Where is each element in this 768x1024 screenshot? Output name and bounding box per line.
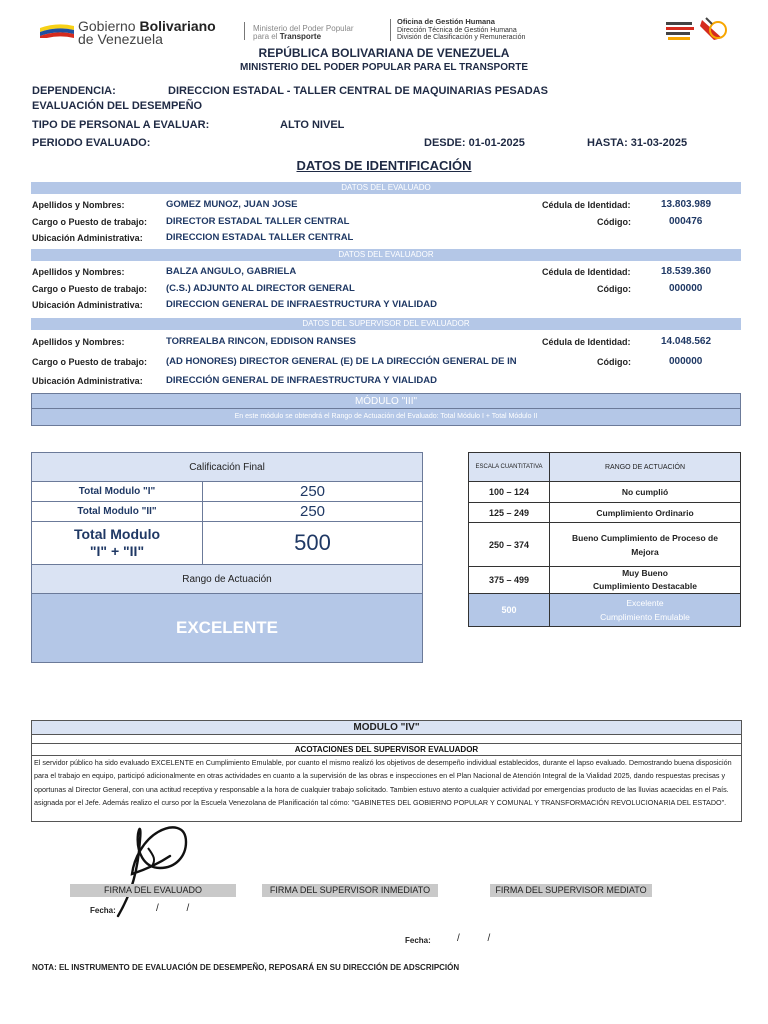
- evaluador-ubicacion: DIRECCION GENERAL DE INFRAESTRUCTURA Y VIALIDAD: [166, 299, 437, 310]
- escala-range: 375 – 499: [469, 567, 550, 594]
- apellidos-label: Apellidos y Nombres:: [32, 267, 125, 277]
- modulo-4-title: MODULO "IV": [32, 721, 741, 735]
- total-label: [32, 522, 203, 565]
- escala-label: No cumplió: [550, 482, 741, 503]
- supervisor-codigo: 000000: [669, 356, 703, 367]
- escala-label-line2: Mejora: [631, 546, 659, 557]
- escala-range: 250 – 374: [469, 523, 550, 567]
- tipo-label: TIPO DE PERSONAL A EVALUAR:: [32, 119, 210, 131]
- gobierno-logo-text: Gobierno Bolivariano de Venezuela: [78, 18, 216, 47]
- modulo-4-box: [31, 720, 742, 822]
- fecha-label: Fecha:: [90, 906, 116, 915]
- rango-value: EXCELENTE: [32, 594, 423, 663]
- acotaciones-title: ACOTACIONES DEL SUPERVISOR EVALUADOR: [32, 744, 741, 756]
- cedula-label: Cédula de Identidad:: [542, 200, 631, 210]
- band-supervisor: DATOS DEL SUPERVISOR DEL EVALUADOR: [31, 318, 741, 330]
- venezuela-flag-icon: [40, 24, 74, 38]
- evaluador-codigo: 000000: [669, 283, 703, 294]
- modulo-2-label: Total Modulo "II": [32, 502, 203, 522]
- supervisor-ubicacion: DIRECCIÓN GENERAL DE INFRAESTRUCTURA Y VIALIDAD: [166, 375, 437, 386]
- escala-label-line1: Bueno Cumplimiento de Proceso de: [572, 532, 718, 543]
- header-divider: [244, 22, 245, 40]
- dependencia-value: DIRECCION ESTADAL - TALLER CENTRAL DE MAQUINARIAS PESADAS: [168, 85, 548, 97]
- escala-label-line1: Excelente: [626, 598, 664, 608]
- section-title: DATOS DE IDENTIFICACIÓN: [296, 158, 472, 173]
- apellidos-label: Apellidos y Nombres:: [32, 337, 125, 347]
- modulo-1-value: 250: [203, 482, 423, 502]
- evaluado-cedula: 13.803.989: [661, 199, 712, 210]
- codigo-label: Código:: [597, 284, 631, 294]
- modulo-2-value: 250: [203, 502, 423, 522]
- evaluacion-label: EVALUACIÓN DEL DESEMPEÑO: [32, 100, 203, 112]
- cedula-label: Cédula de Identidad:: [542, 267, 631, 277]
- dependencia-label: DEPENDENCIA:: [32, 85, 116, 97]
- escala-range: 100 – 124: [469, 482, 550, 503]
- band-evaluado: DATOS DEL EVALUADO: [31, 182, 741, 194]
- apellidos-label: Apellidos y Nombres:: [32, 200, 125, 210]
- cargo-label: Cargo o Puesto de trabajo:: [32, 357, 148, 367]
- cargo-label: Cargo o Puesto de trabajo:: [32, 284, 148, 294]
- periodo-label: PERIODO EVALUADO:: [32, 137, 151, 149]
- supervisor-nombre: TORREALBA RINCON, EDDISON RANSES: [166, 336, 357, 347]
- cedula-label: Cédula de Identidad:: [542, 337, 631, 347]
- evaluado-cargo: DIRECTOR ESTADAL TALLER CENTRAL: [166, 216, 350, 227]
- escala-label-selected: [550, 594, 741, 627]
- nota-text: NOTA: EL INSTRUMENTO DE EVALUACIÓN DE DESEMPEÑO, REPOSARÁ EN SU DIRECCIÓN DE ADSCRIPCIÓN: [32, 963, 460, 972]
- evaluado-ubicacion: DIRECCION ESTADAL TALLER CENTRAL: [166, 232, 354, 243]
- modulo-3-title: MÓDULO "III": [32, 394, 740, 409]
- cargo-label: Cargo o Puesto de trabajo:: [32, 217, 148, 227]
- ubicacion-label: Ubicación Administrativa:: [32, 233, 143, 243]
- escala-label: Cumplimiento Ordinario: [550, 503, 741, 523]
- ministry-title: MINISTERIO DEL PODER POPULAR PARA EL TRANSPORTE: [240, 62, 528, 73]
- firma-supervisor-mediato: FIRMA DEL SUPERVISOR MEDIATO: [490, 884, 652, 897]
- escala-label-line2: Cumplimiento Emulable: [600, 612, 690, 622]
- band-evaluador: DATOS DEL EVALUADOR: [31, 249, 741, 261]
- escala-header: ESCALA CUANTITATIVA: [469, 453, 550, 482]
- evaluador-nombre: BALZA ANGULO, GABRIELA: [166, 266, 297, 277]
- escala-range: 125 – 249: [469, 503, 550, 523]
- fecha-label: Fecha:: [405, 936, 431, 945]
- evaluado-codigo: 000476: [669, 216, 703, 227]
- supervisor-cedula: 14.048.562: [661, 336, 712, 347]
- calificacion-table: [31, 452, 423, 663]
- firma-evaluado: FIRMA DEL EVALUADO: [70, 884, 236, 897]
- republic-title: REPÚBLICA BOLIVARIANA DE VENEZUELA: [258, 46, 510, 60]
- supervisor-cargo: (AD HONORES) DIRECTOR GENERAL (E) DE LA DIRECCIÓN GENERAL DE IN: [166, 356, 517, 367]
- evaluador-cedula: 18.539.360: [661, 266, 712, 277]
- escala-label-line1: Muy Bueno: [622, 568, 668, 578]
- escala-table: [468, 452, 741, 627]
- hasta-value: HASTA: 31-03-2025: [587, 137, 688, 149]
- ubicacion-label: Ubicación Administrativa:: [32, 300, 143, 310]
- total-value: 500: [203, 522, 423, 565]
- escala-range-selected: 500: [469, 594, 550, 627]
- total-label-line2: "I" + "II": [89, 543, 145, 559]
- evaluado-nombre: GOMEZ MUNOZ, JUAN JOSE: [166, 199, 298, 210]
- escala-label-line2: Cumplimiento Destacable: [593, 581, 697, 591]
- rango-header: RANGO DE ACTUACIÓN: [550, 453, 741, 482]
- modulo-3-desc: En este módulo se obtendrá el Rango de Actuación del Evaluado: Total Módulo I + Total Módulo II: [234, 413, 538, 420]
- modulo-4-spacer: [32, 735, 741, 744]
- fecha-slashes: / /: [457, 933, 491, 944]
- ubicacion-label: Ubicación Administrativa:: [32, 376, 143, 386]
- modulo-3-header: [31, 393, 741, 426]
- tipo-value: ALTO NIVEL: [280, 119, 345, 131]
- institutional-logo-icon: [662, 16, 734, 44]
- calificacion-title: Calificación Final: [32, 453, 423, 482]
- acotaciones-text: El servidor público ha sido evaluado EXCELENTE en Cumplimiento Emulable, por cuanto el mismo realizó los objetivos de desempeño individual establecidos, durante el lapso evaluado. Demostrando buena disposición para el trabajo en equipo, participó adicionalmente en otras actividades en cuanto a la supervisión de las obras e inspecciones en el Plan Nacional de Atención Integral de la Vialidad 2025, dando respuestas precisas y oportunas al Director General, con una actitud receptiva y responsable a la hora de cualquier trabajo solicitado. Tambien estuvo atento a cualquier actividad por emergencias producto de las lluvias acaecidas en el País. asignada por el Jefe. Además realizo el curso por la Escuela Venezolana de Planificación tal cómo: "GABINETES DEL GOBIERNO POPULAR Y COMUNAL Y TRANSFORMACIÓN REVOLUCIONARIA DEL ESTADO".: [34, 758, 732, 807]
- header-divider: [390, 19, 391, 41]
- escala-label: [550, 567, 741, 594]
- ministerio-logo-text: Ministerio del Poder Popular para el Transporte: [253, 24, 354, 41]
- fecha-slashes: / /: [156, 903, 190, 914]
- escala-label: [550, 523, 741, 567]
- codigo-label: Código:: [597, 217, 631, 227]
- codigo-label: Código:: [597, 357, 631, 367]
- firma-supervisor-inmediato: FIRMA DEL SUPERVISOR INMEDIATO: [262, 884, 438, 897]
- evaluador-cargo: (C.S.) ADJUNTO AL DIRECTOR GENERAL: [166, 283, 355, 294]
- oficina-logo-text: Oficina de Gestión Humana Dirección Técnica de Gestión Humana División de Clasificación y Remuneración: [397, 17, 526, 41]
- modulo-1-label: Total Modulo "I": [32, 482, 203, 502]
- desde-value: DESDE: 01-01-2025: [424, 137, 525, 149]
- total-label-line1: Total Modulo: [73, 526, 161, 542]
- rango-label: Rango de Actuación: [32, 565, 423, 594]
